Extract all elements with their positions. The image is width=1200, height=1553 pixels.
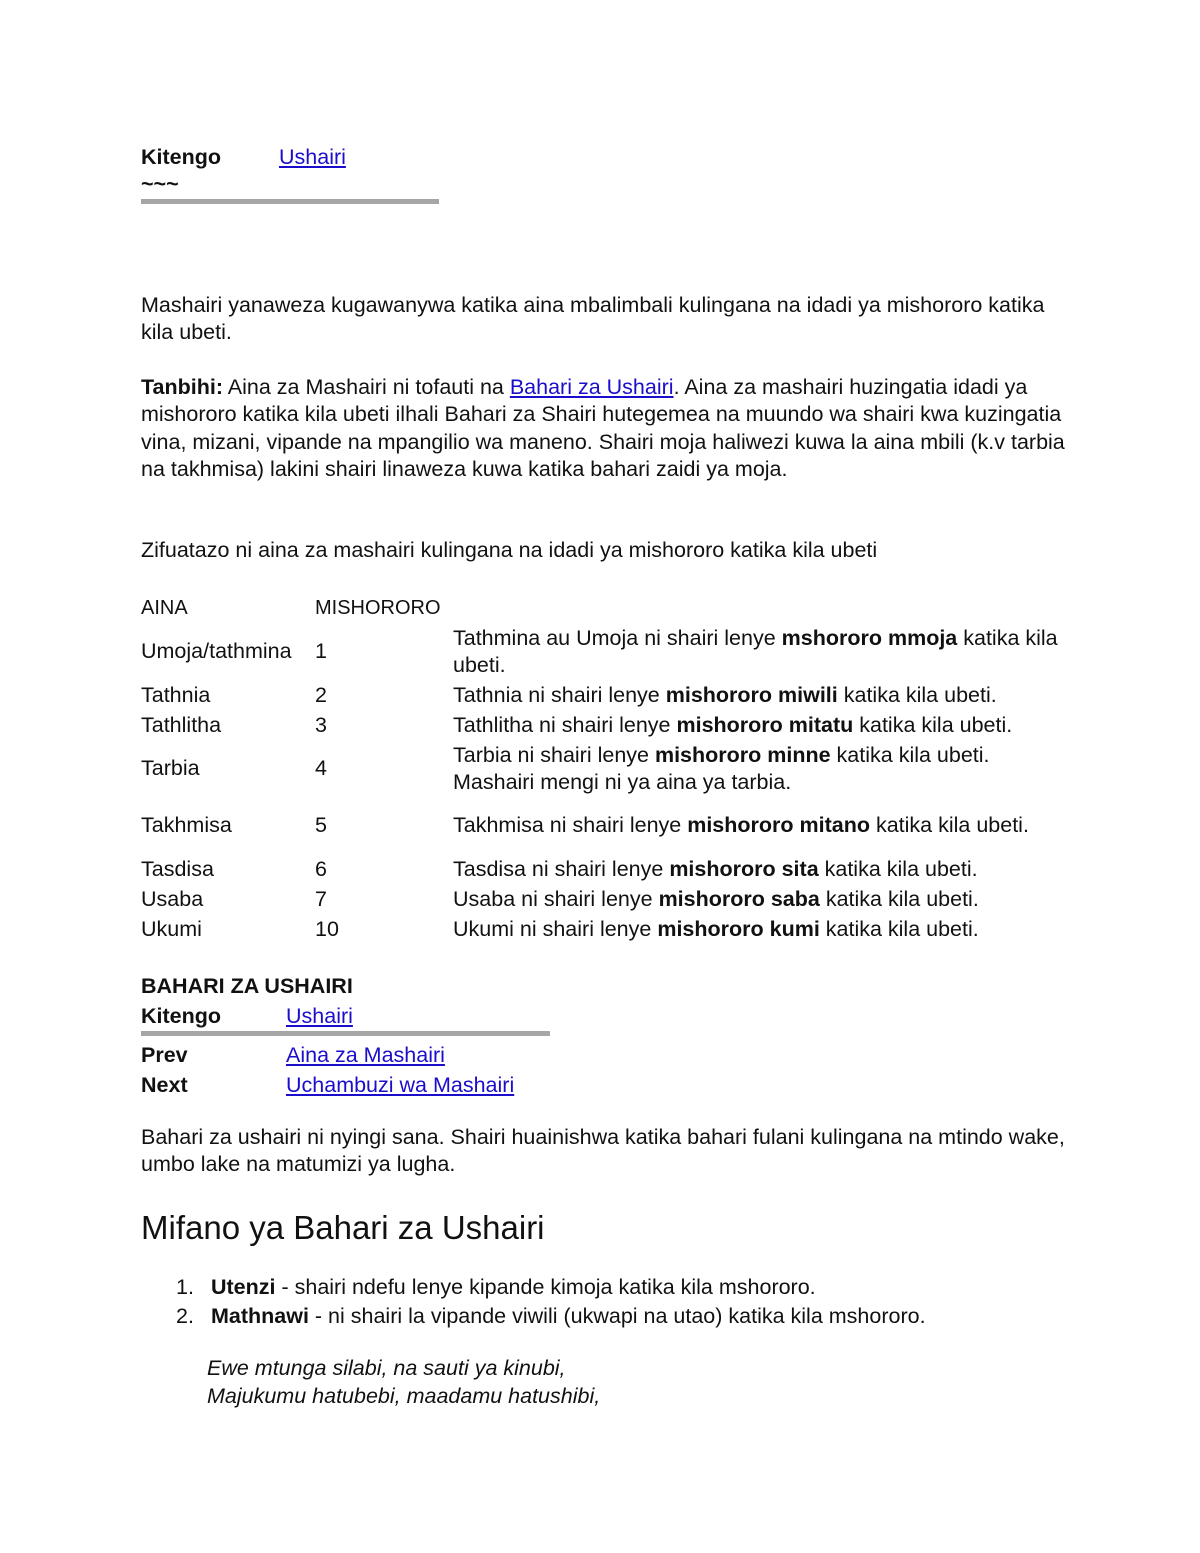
table-row (141, 797, 1071, 854)
table-row (141, 914, 1071, 944)
section-heading: Mifano ya Bahari za Ushairi (141, 1209, 545, 1246)
row-description: Usaba ni shairi lenye mishororo saba katika kila ubeti. (453, 886, 979, 911)
row-description: Tathmina au Umoja ni shairi lenye mshororo mmoja katika kila ubeti. (453, 625, 1058, 677)
kitengo-label: Kitengo (141, 145, 222, 169)
header-aina: AINA (141, 596, 188, 619)
divider (141, 199, 439, 204)
next-label: Next (141, 1073, 188, 1097)
row-aina: Takhmisa (141, 813, 232, 837)
next-link[interactable]: Uchambuzi wa Mashairi (286, 1073, 515, 1097)
ushairi-link[interactable]: Ushairi (286, 1004, 353, 1028)
nav-row-kitengo (141, 1001, 561, 1031)
bahari-nav (141, 971, 561, 1100)
note-paragraph (141, 374, 1071, 483)
list-item (141, 1302, 1081, 1331)
row-aina: Tathlitha (141, 712, 222, 737)
row-description: Tasdisa ni shairi lenye mishororo sita katika kila ubeti. (453, 856, 978, 881)
table-row (141, 623, 1071, 680)
row-count: 5 (315, 813, 327, 837)
row-description: Ukumi ni shairi lenye mishororo kumi katika kila ubeti. (453, 916, 979, 941)
row-aina: Usaba (141, 886, 204, 911)
row-count: 2 (315, 682, 327, 707)
verse-line: Ewe mtunga silabi, na sauti ya kinubi, (207, 1356, 566, 1380)
row-description: Tarbia ni shairi lenye mishororo minne katika kila ubeti. Mashairi mengi ni ya aina ya tarbia. (453, 742, 990, 794)
prev-link[interactable]: Aina za Mashairi (286, 1043, 445, 1067)
table-row (141, 710, 1071, 740)
nav-row-kitengo (141, 142, 441, 172)
row-count: 7 (315, 886, 327, 911)
bahari-intro-paragraph: Bahari za ushairi ni nyingi sana. Shairi huainishwa katika bahari fulani kulingana na mtindo wake, umbo lake na matumizi ya lugha. (141, 1125, 1065, 1177)
table-row (141, 854, 1071, 884)
table-lead: Zifuatazo ni aina za mashairi kulingana na idadi ya mishororo katika kila ubeti (141, 538, 878, 562)
row-count: 4 (315, 756, 327, 780)
bahari-za-ushairi-link[interactable]: Bahari za Ushairi (509, 375, 674, 399)
prev-label: Prev (141, 1043, 188, 1067)
row-aina: Tathnia (141, 682, 211, 707)
table-row (141, 884, 1071, 914)
verse (207, 1354, 600, 1410)
row-aina: Ukumi (141, 916, 202, 941)
note-text-before: Aina za Mashairi ni tofauti na (223, 375, 510, 399)
header-mishororo: MISHORORO (315, 596, 441, 619)
nav-row-prev (141, 1040, 561, 1070)
divider (141, 1031, 550, 1036)
aina-table (141, 593, 1071, 944)
ushairi-link[interactable]: Ushairi (279, 145, 346, 169)
row-description: Tathlitha ni shairi lenye mishororo mitatu katika kila ubeti. (453, 712, 1013, 737)
intro-paragraph: Mashairi yanaweza kugawanywa katika aina mbalimbali kulingana na idadi ya mishororo katika kila ubeti. (141, 293, 1045, 345)
example-term: Utenzi (211, 1275, 276, 1299)
example-term: Mathnawi (211, 1304, 309, 1328)
example-text: - ni shairi la vipande viwili (ukwapi na utao) katika kila mshororo. (308, 1304, 926, 1328)
table-row (141, 680, 1071, 710)
list-number: 2. (176, 1304, 194, 1328)
row-description: Takhmisa ni shairi lenye mishororo mitano katika kila ubeti. (453, 813, 1029, 837)
note-text-after: . Aina za mashairi huzingatia idadi ya mishororo katika kila ubeti ilhali Bahari za Shairi hutegemea na muundo wa shairi kwa kuzingatia vina, mizani, vipande na mpangilio wa maneno. Shairi moja haliwezi kuwa la aina mbili (k.v tarbia na takhmisa) lakini shairi linaweza kuwa katika bahari zaidi ya moja. (141, 375, 1065, 481)
row-count: 3 (315, 712, 327, 737)
table-row (141, 740, 1071, 797)
verse-line: Majukumu hatubebi, maadamu hatushibi, (207, 1384, 601, 1408)
nav-row-next (141, 1070, 561, 1100)
row-description: Tathnia ni shairi lenye mishororo miwili katika kila ubeti. (453, 682, 997, 707)
bahari-title: BAHARI ZA USHAIRI (141, 974, 353, 998)
table-header-row (141, 593, 1071, 623)
examples-list (141, 1273, 1081, 1331)
list-number: 1. (176, 1275, 194, 1299)
top-nav (141, 142, 441, 196)
list-item (141, 1273, 1081, 1302)
kitengo-label: Kitengo (141, 1004, 222, 1028)
tilde-separator: ~~~ (141, 172, 179, 196)
row-aina: Tarbia (141, 756, 200, 780)
row-count: 10 (315, 916, 339, 941)
row-count: 6 (315, 856, 327, 881)
example-text: - shairi ndefu lenye kipande kimoja katika kila mshororo. (275, 1275, 816, 1299)
row-aina: Tasdisa (141, 856, 214, 881)
note-label: Tanbihi: (141, 375, 224, 399)
row-aina: Umoja/tathmina (141, 639, 292, 663)
row-count: 1 (315, 639, 327, 663)
